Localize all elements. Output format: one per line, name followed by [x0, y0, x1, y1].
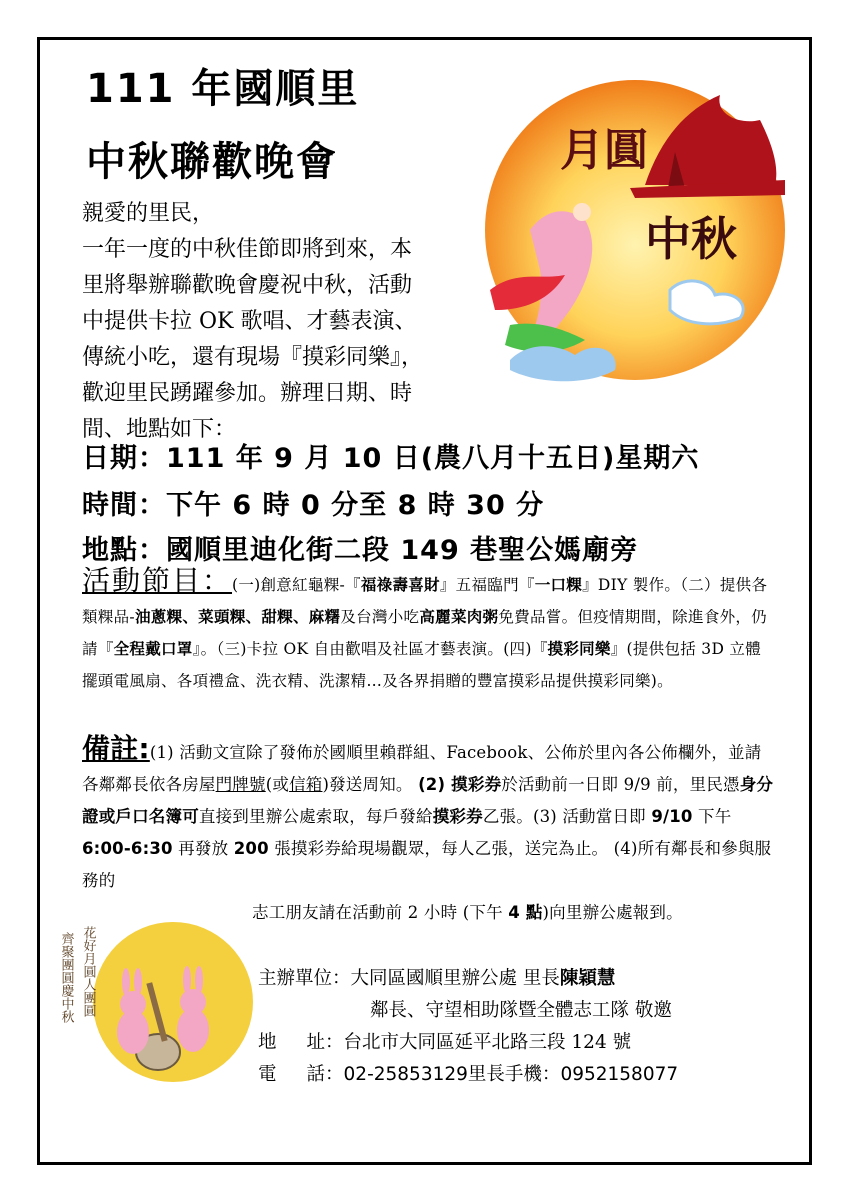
- notes-text: )向里辦公處報到。: [542, 903, 683, 922]
- event-place: 地點：國順里迪化街二段 149 巷聖公媽廟旁: [82, 535, 639, 566]
- address-value: 台北市大同區延平北路三段 124 號: [343, 1032, 632, 1053]
- page-title-line2: 中秋聯歡晚會: [86, 139, 338, 185]
- moon-text-left: 月圓: [560, 125, 648, 176]
- phone-row: [258, 1059, 678, 1091]
- program-highlight: 油蔥粿、菜頭粿、甜粿、麻糬: [134, 608, 341, 626]
- notes-highlight: 200: [233, 839, 269, 858]
- intro-line: 間、地點如下：: [82, 417, 237, 442]
- program-highlight: 福祿壽喜財: [360, 576, 440, 594]
- host-row: [258, 963, 678, 995]
- program-highlight: 一口粿: [534, 576, 583, 594]
- address-label: 址：: [306, 1032, 344, 1053]
- program-text: 』(提供包括 3D 立體擺頭電風扇、各項禮盒、洗衣精、洗潔精…及各界捐贈的豐富摸彩品提供摸彩同樂)。: [82, 640, 762, 690]
- program-highlight: 全程戴口罩: [113, 640, 193, 658]
- notes-highlight: 9/10: [651, 807, 693, 826]
- notes-text: 張摸彩券給現場觀眾，每人乙張，送完為止。 (4)所有鄰長和參與服務的: [82, 839, 772, 890]
- host-label: 主辦單位：: [258, 968, 351, 989]
- bunny-illustration: [58, 912, 258, 1090]
- notes-text: 直接到里辦公處索取，每戶發給: [198, 807, 433, 826]
- moon-text-right: 中秋: [645, 212, 737, 266]
- program-text: 』五福臨門『: [439, 576, 535, 594]
- notes-text: (1) 活動文宣除了發佈於國順里賴群組、Facebook、公佈於里內各公佈欄外，並請各鄰鄰長依各房屋: [82, 743, 762, 794]
- mobile-value: 0952158077: [560, 1064, 679, 1085]
- intro-line: 歡迎里民踴躍參加。辦理日期、時: [82, 381, 413, 406]
- phone-value: 02-25853129: [343, 1064, 468, 1085]
- bunny-text-right: 花好月圓人團圓: [80, 926, 96, 1017]
- mobile-label: 里長手機：: [467, 1064, 561, 1085]
- program-section: [82, 565, 772, 697]
- notes-highlight: (2) 摸彩券: [418, 775, 502, 794]
- notes-underline: 信箱: [289, 775, 323, 794]
- host-name: 陳穎慧: [559, 968, 616, 989]
- intro-line: 親愛的里民，: [82, 201, 215, 226]
- host-second-line: 鄰長、守望相助隊暨全體志工隊 敬邀: [370, 1000, 672, 1021]
- program-text: (一)創意紅龜粿-『: [232, 576, 361, 594]
- cloud-shape: [510, 346, 616, 381]
- phone-label: 話：: [306, 1064, 344, 1085]
- notes-text: (或: [265, 775, 290, 794]
- notes-underline: 門牌號: [215, 775, 266, 794]
- notes-text: 志工朋友請在活動前 2 小時 (下午: [252, 903, 509, 922]
- notes-text: (3) 活動當日即: [532, 807, 652, 826]
- program-text: 免費品嘗。但疫情期間，除進食外，仍請『: [82, 608, 767, 658]
- intro-line: 傳統小吃，還有現場『摸彩同樂』，: [82, 345, 424, 370]
- organizer-block: [258, 963, 678, 1091]
- program-heading: 活動節目：: [82, 564, 233, 597]
- notes-text: 乙張。: [482, 807, 533, 826]
- program-highlight: 摸彩同樂: [547, 640, 611, 658]
- address-row: [258, 1027, 678, 1059]
- intro-line: 中提供卡拉 OK 歌唱、才藝表演、: [82, 309, 417, 334]
- notes-highlight: 身分證或戶口名簿可: [82, 775, 774, 826]
- intro-line: 里將舉辦聯歡晚會慶祝中秋，活動: [82, 273, 413, 298]
- program-text: 』。（三)卡拉 OK 自由歡唱及社區才藝表演。(四)『: [192, 640, 548, 658]
- program-text: 』DIY 製作。（二）提供各類粿品-: [82, 576, 768, 626]
- notes-highlight: 4 點: [508, 903, 543, 922]
- address-label: 地: [258, 1032, 277, 1053]
- program-highlight: 高麗菜肉粥: [419, 608, 499, 626]
- notes-section: [82, 733, 774, 929]
- notes-text: 於活動前一日即 9/9 前，里民憑: [501, 775, 740, 794]
- event-date: 日期：111 年 9 月 10 日(農八月十五日)星期六: [82, 443, 700, 474]
- phone-label: 電: [258, 1064, 277, 1085]
- program-text: 及台灣小吃: [340, 608, 420, 626]
- intro-paragraph: [82, 196, 462, 448]
- notes-highlight: 6:00-6:30: [82, 839, 173, 858]
- moon-festival-illustration: [470, 70, 790, 390]
- bunny-text-left: 齊聚團圓慶中秋: [58, 932, 74, 1023]
- notes-text: 下午: [692, 807, 732, 826]
- intro-line: 一年一度的中秋佳節即將到來，本: [82, 237, 413, 262]
- notes-text: 再發放: [172, 839, 234, 858]
- fairy-head: [573, 203, 591, 221]
- page-title-line1: 111 年國順里: [86, 66, 360, 112]
- host-value: 大同區國順里辦公處 里長: [350, 968, 560, 989]
- notes-text: )發送周知。: [322, 775, 413, 794]
- event-time: 時間：下午 6 時 0 分至 8 時 30 分: [82, 490, 545, 521]
- notes-heading: 備註:: [82, 732, 150, 765]
- notes-highlight: 摸彩券: [432, 807, 483, 826]
